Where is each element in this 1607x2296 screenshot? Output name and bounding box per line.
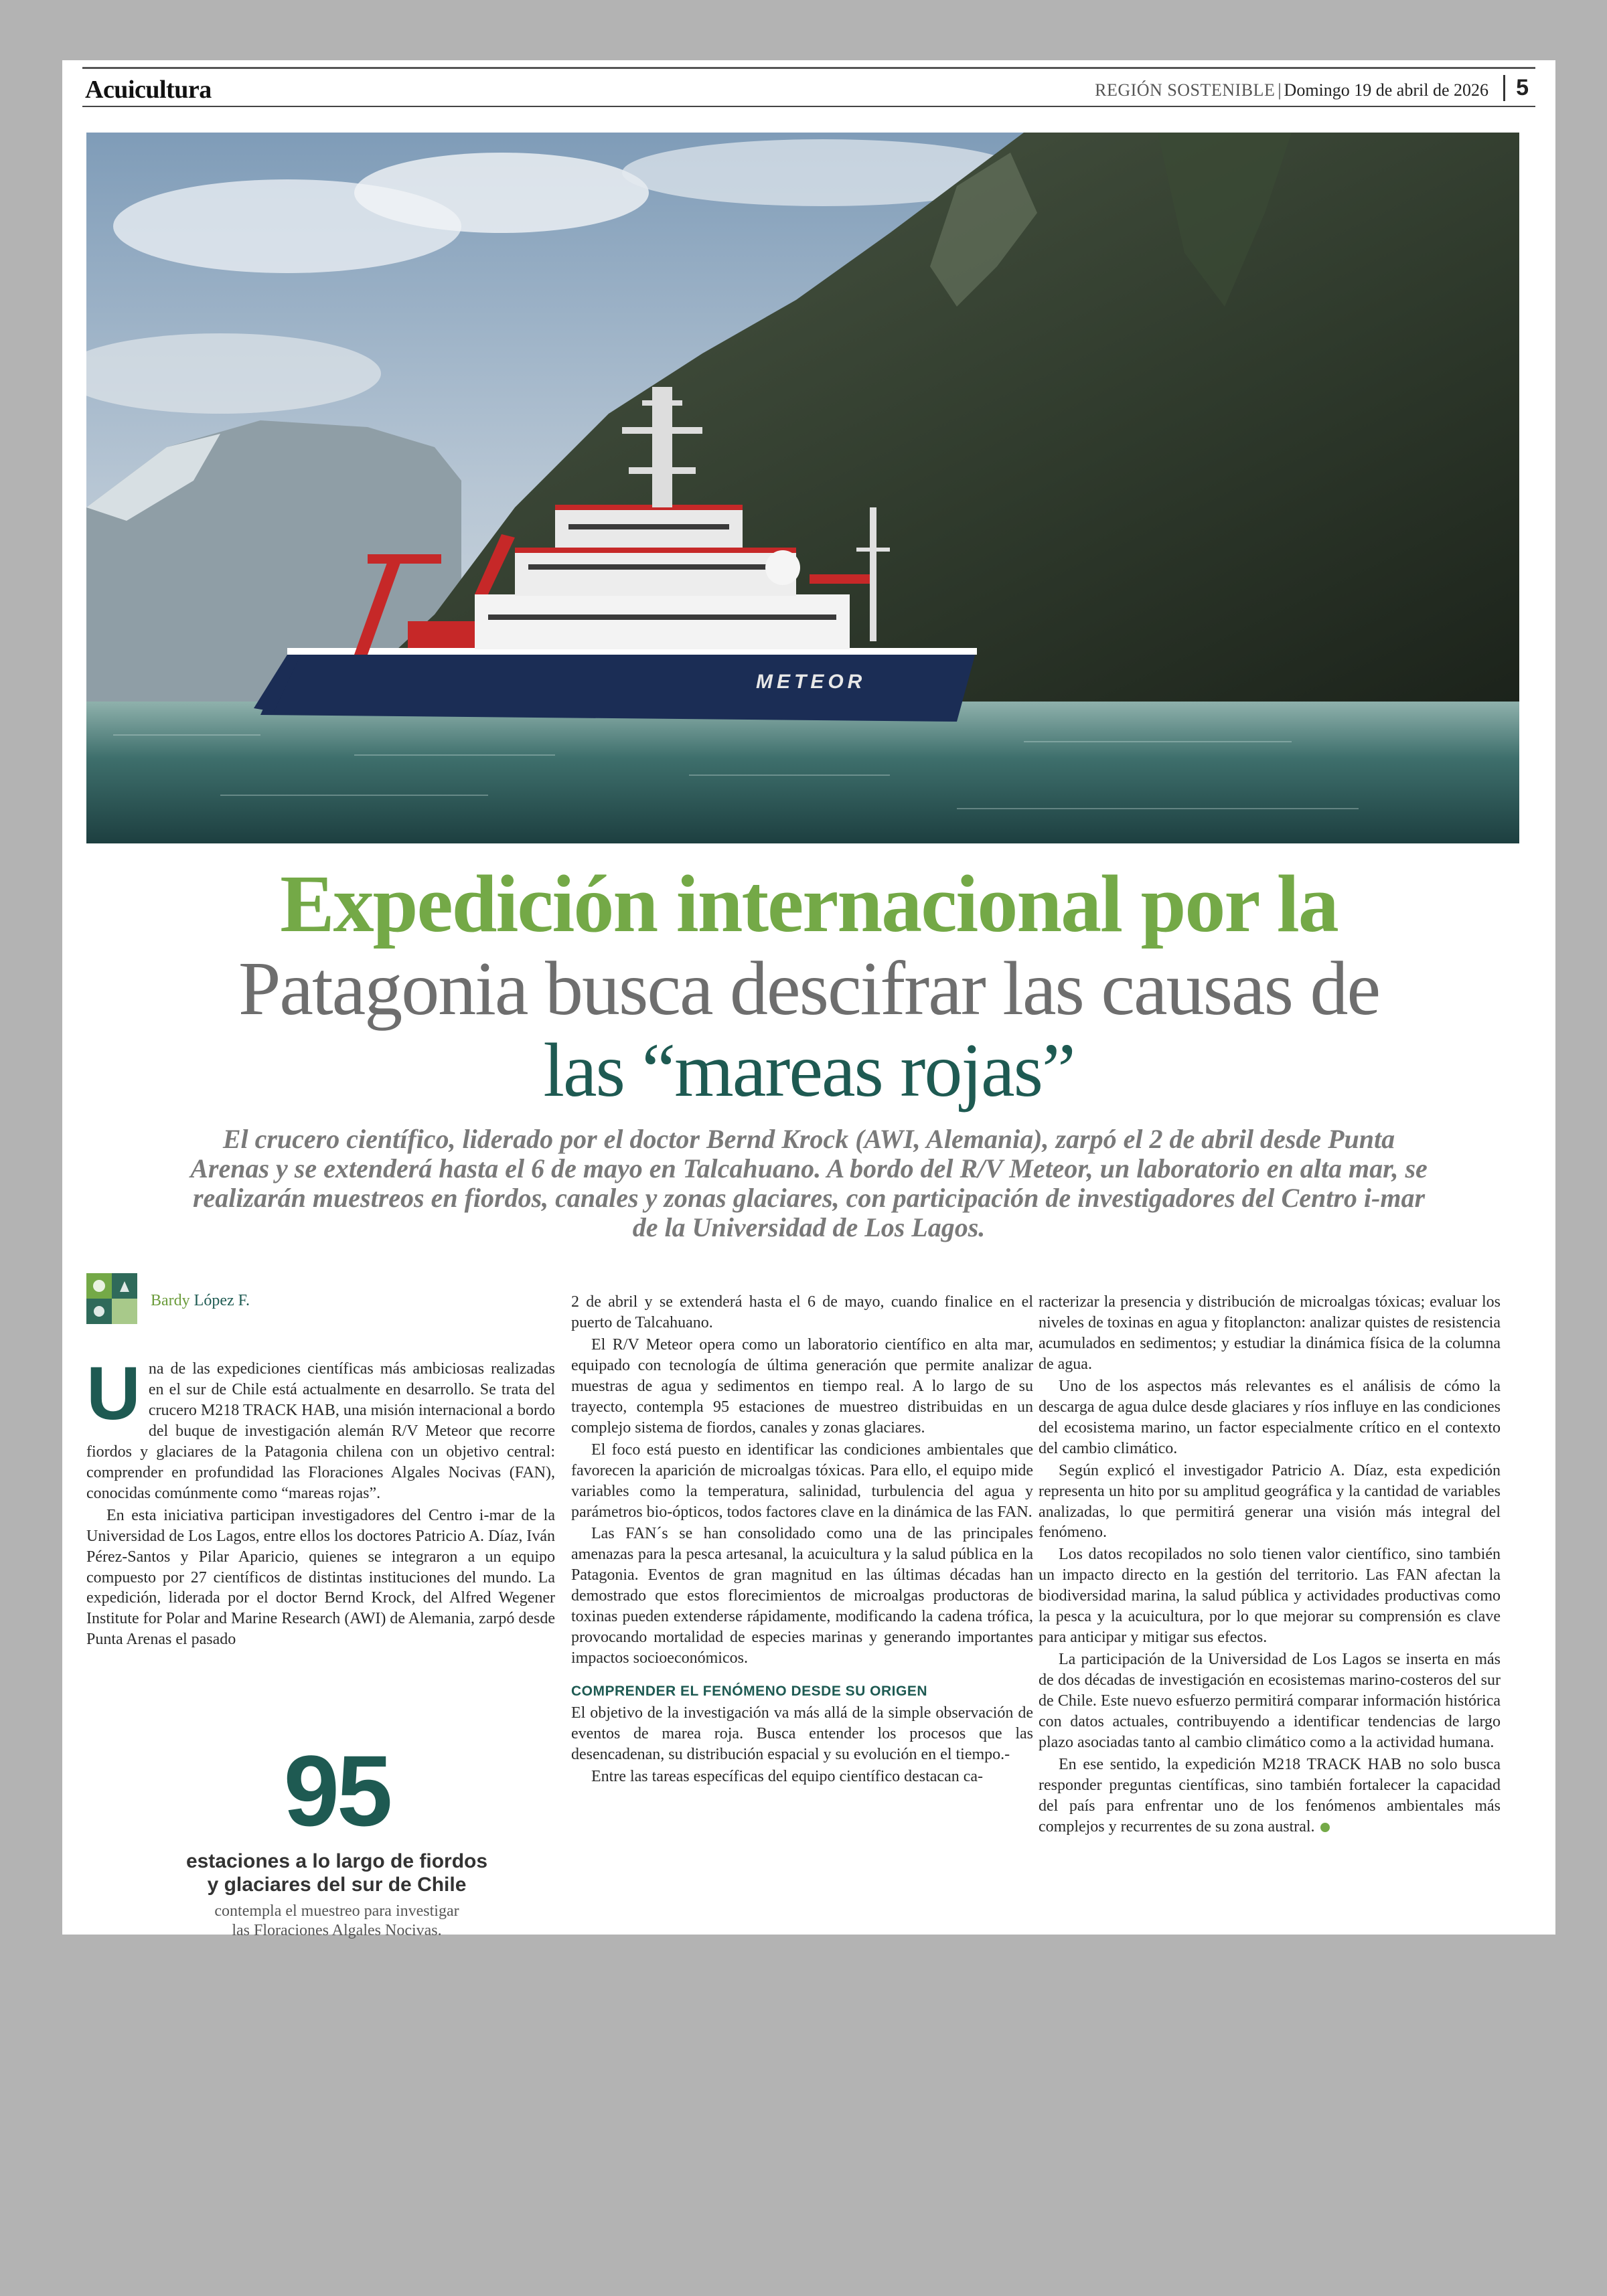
byline <box>151 1292 250 1310</box>
page-number: 5 <box>1503 75 1529 101</box>
paragraph: El foco está puesto en identificar las condiciones ambientales que favorecen la aparición de microalgas tóxicas. Para ello, el equipo mide variables como la temperatura, salinidad, turbulencia del agua y parámetros bio-ópticos, todos factores clave en la dinámica de las FAN. <box>571 1441 1033 1521</box>
paragraph: El R/V Meteor opera como un laboratorio científico en alta mar, equipado con tecnología de última generación que permite analizar muestras de agua y sedimentos en tiempo real. A lo largo de su trayecto, contempla 95 estaciones de muestreo distribuidas en un complejo sistema de fiordos, canales y zonas glaciares. <box>571 1335 1033 1437</box>
article-column-1 <box>86 1351 555 1651</box>
pull-stat <box>149 1734 524 1941</box>
newspaper-page <box>62 60 1555 1939</box>
article-column-2 <box>571 1292 1033 1789</box>
publication-date: Domingo 19 de abril de 2026 <box>1284 80 1488 100</box>
stat-note <box>149 1902 524 1941</box>
drop-cap: U <box>86 1351 141 1435</box>
author-last-name: López F. <box>194 1292 250 1309</box>
stat-number: 95 <box>283 1734 390 1847</box>
header-rule <box>82 106 1535 107</box>
lead-paragraph: El crucero científico, liderado por el doctor Bernd Krock (AWI, Alemania), zarpó el 2 de abril desde Punta Arenas y se extenderá hasta el 6 de mayo en Talcahuano. A bordo del R/V Meteor, un laboratorio en alta mar, se realizarán muestreos en fiordos, canales y zonas glaciares, con participación de investigadores del Centro i-mar de la Universidad de Los Lagos. <box>190 1124 1428 1242</box>
paragraph: Entre las tareas específicas del equipo científico destacan ca- <box>591 1768 984 1786</box>
paragraph: 2 de abril y se extenderá hasta el 6 de mayo, cuando finalice en el puerto de Talcahuano. <box>571 1293 1033 1331</box>
ship-in-fjord-image <box>86 133 1519 843</box>
paragraph: La participación de la Universidad de Los Lagos se inserta en más de dos décadas de investigación en ecosistemas marino-costeros del sur de Chile. Este nuevo esfuerzo permitirá comparar información histórica con datos actuales, contribuyendo a identificar tendencias de largo plazo asociadas tanto al cambio climático como a la actividad humana. <box>1039 1651 1501 1752</box>
paragraph: En esta iniciativa participan investigadores del Centro i-mar de la Universidad de Los Lagos, entre ellos los doctores Patricio A. Díaz, Iván Pérez-Santos y Pilar Aparicio, quienes se integraron a un equipo compuesto por 27 científicos de distintas instituciones del mundo. La expedición, liderada por el doctor Bernd Krock, del Alfred Wegener Institute for Polar and Marine Research (AWI) de Alemania, zarpó desde Punta Arenas el pasado <box>86 1506 555 1649</box>
stat-subtitle <box>149 1850 524 1896</box>
paragraph: Las FAN´s se han consolidado como una de las principales amenazas para la pesca artesanal, la acuicultura y la salud pública en la Patagonia. Eventos de gran magnitud en las últimas décadas han demostrado que estos florecimientos de microalgas productoras de toxinas pueden extenderse rápidamente, modificando la cadena trófica, provocando mortalidad de especies marinas y generando importantes impactos socioeconómicos. <box>571 1525 1033 1667</box>
headline-line-2: Patagonia busca descifrar las causas de <box>238 946 1380 1031</box>
section-subhead: COMPRENDER EL FENÓMENO DESDE SU ORIGEN <box>571 1684 928 1700</box>
article-column-3 <box>1039 1292 1501 1839</box>
publication-name: REGIÓN SOSTENIBLE <box>1095 80 1276 100</box>
stat-note-line: contempla el muestreo para investigar <box>214 1902 459 1920</box>
paragraph: Uno de los aspectos más relevantes es el análisis de cómo la descarga de agua dulce desde glaciares y ríos influye en las condiciones del ecosistema marino, un factor especialmente crítico en el contexto del cambio climático. <box>1039 1377 1501 1457</box>
headline-line-1: Expedición internacional por la <box>280 859 1338 949</box>
paragraph: Una de las expediciones científicas más ambiciosas realizadas en el sur de Chile está actualmente en desarrollo. Se trata del crucero M218 TRACK HAB, una misión internacional a bordo del buque de investigación alemán R/V Meteor que recorre fiordos y glaciares de la Patagonia chilena con un objetivo central: comprender en profundidad las Floraciones Algales Nocivas (FAN), conocidas comúnmente como “mareas rojas”. <box>86 1351 555 1502</box>
paragraph: Los datos recopilados no solo tienen valor científico, sino también un impacto directo en la gestión del territorio. Las FAN afectan la biodiversidad marina, la salud pública y actividades productivas como la pesca y la acuicultura, por lo que mejorar su comprensión es clave para anticipar y mitigar sus efectos. <box>1039 1546 1501 1647</box>
end-mark-icon <box>1320 1823 1330 1832</box>
paragraph: Según explicó el investigador Patricio A. Díaz, esta expedición representa un hito por su amplitud geográfica y la cantidad de variables analizadas, lo que permitirá generar una visión más integral del fenómeno. <box>1039 1461 1501 1542</box>
stat-subtitle-line: estaciones a lo largo de fiordos <box>185 1850 488 1872</box>
article-photo <box>86 133 1519 843</box>
paragraph: En ese sentido, la expedición M218 TRACK HAB no solo busca responder preguntas científicas, sino también fortalecer la capacidad del país para enfrentar uno de los fenómenos ambientales más complejos y recurrentes de su zona austral. <box>1039 1755 1501 1835</box>
stat-note-line: las Floraciones Algales Nocivas. <box>232 1921 442 1939</box>
top-rule <box>82 67 1535 69</box>
masthead: REGIÓN SOSTENIBLE | Domingo 19 de abril de 2026 <box>1095 80 1488 100</box>
author-first-name: Bardy <box>151 1292 190 1309</box>
section-label: Acuicultura <box>85 76 212 104</box>
headline-line-3: las “mareas rojas” <box>543 1028 1075 1113</box>
ship-name-label: METEOR <box>756 671 866 693</box>
paragraph: racterizar la presencia y distribución de microalgas tóxicas; evaluar los niveles de toxinas en agua y fitoplancton: analizar quistes de resistencia acumulados en sedimentos; y estudiar la dinámica física de la columna de agua. <box>1039 1293 1501 1373</box>
paragraph: El objetivo de la investigación va más allá de la simple observación de eventos de marea roja. Busca entender los procesos que las desencadenan, su distribución espacial y su evolución en el tiempo.- <box>571 1704 1033 1764</box>
stat-subtitle-line: y glaciares del sur de Chile <box>207 1873 467 1896</box>
author-logo-icon <box>85 1272 139 1325</box>
headline <box>62 859 1555 1113</box>
